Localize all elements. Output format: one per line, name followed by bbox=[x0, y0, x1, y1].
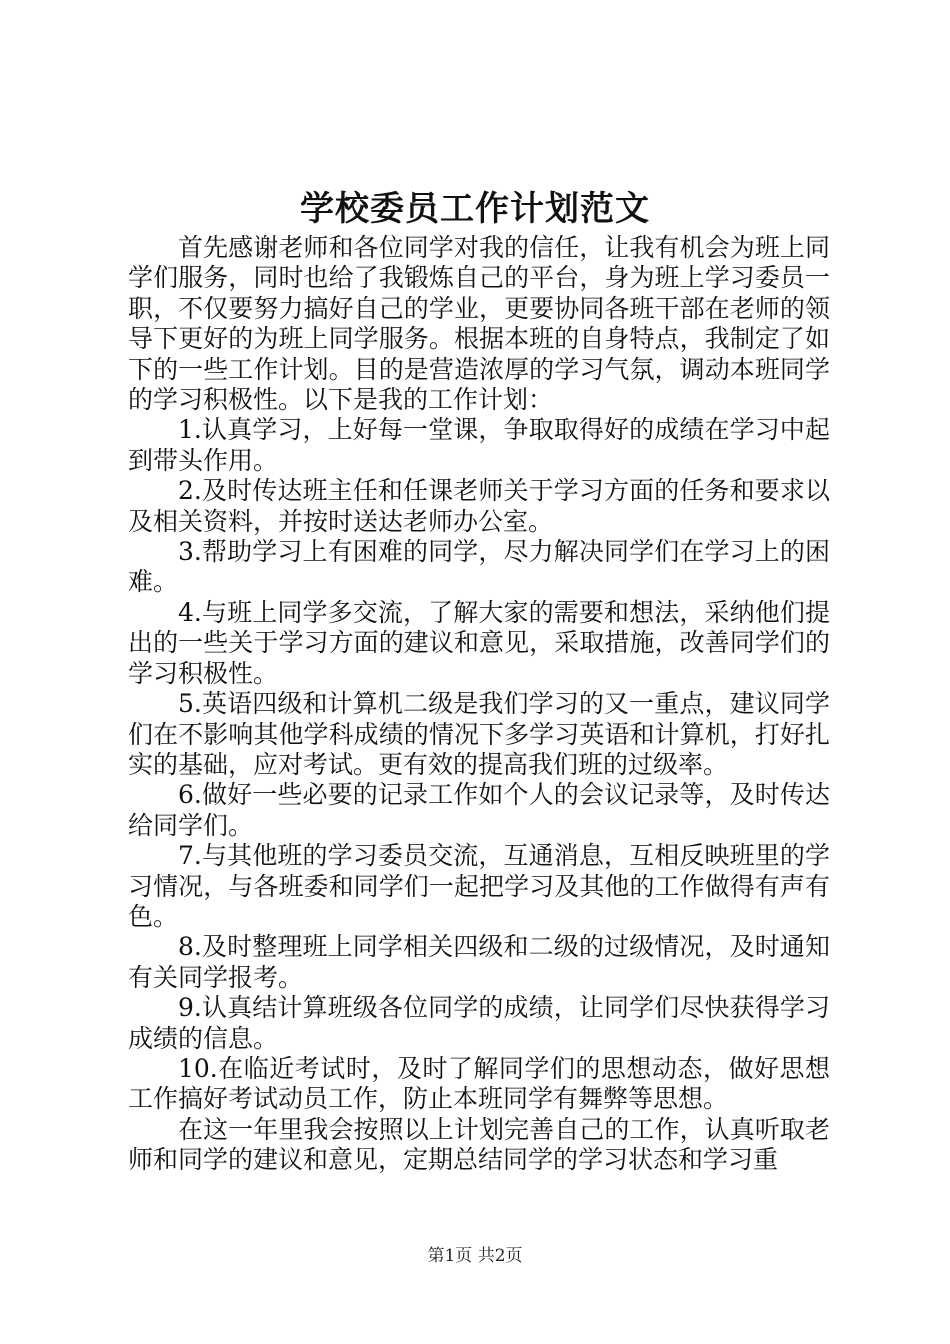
plan-item-10: 10.在临近考试时，及时了解同学们的思想动态，做好思想工作搞好考试动员工作，防止本班同学有舞弊等思想。 bbox=[128, 1053, 830, 1114]
page-number-footer: 第1页 共2页 bbox=[427, 1246, 523, 1266]
plan-item-4: 4.与班上同学多交流，了解大家的需要和想法，采纳他们提出的一些关于学习方面的建议和意见，采取措施，改善同学们的学习积极性。 bbox=[128, 597, 830, 688]
document-body bbox=[128, 233, 830, 1176]
plan-item-2: 2.及时传达班主任和任课老师关于学习方面的任务和要求以及相关资料，并按时送达老师办公室。 bbox=[128, 476, 830, 536]
plan-item-8: 8.及时整理班上同学相关四级和二级的过级情况，及时通知有关同学报考。 bbox=[128, 932, 830, 992]
plan-item-5: 5.英语四级和计算机二级是我们学习的又一重点，建议同学们在不影响其他学科成绩的情况下多学习英语和计算机，打好扎实的基础，应对考试。更有效的提高我们班的过级率。 bbox=[128, 689, 830, 779]
document-title: 学校委员工作计划范文 bbox=[300, 189, 650, 229]
plan-item-6: 6.做好一些必要的记录工作如个人的会议记录等，及时传达给同学们。 bbox=[128, 780, 830, 840]
plan-item-7: 7.与其他班的学习委员交流，互通消息，互相反映班里的学习情况，与各班委和同学们一起把学习及其他的工作做得有声有色。 bbox=[128, 841, 830, 931]
closing-paragraph: 在这一年里我会按照以上计划完善自己的工作，认真听取老师和同学的建议和意见，定期总结同学的学习状态和学习重 bbox=[128, 1114, 830, 1175]
plan-item-9: 9.认真结计算班级各位同学的成绩，让同学们尽快获得学习成绩的信息。 bbox=[128, 993, 830, 1053]
plan-item-3: 3.帮助学习上有困难的同学，尽力解决同学们在学习上的困难。 bbox=[128, 537, 830, 597]
intro-paragraph: 首先感谢老师和各位同学对我的信任，让我有机会为班上同学们服务，同时也给了我锻炼自己的平台，身为班上学习委员一职，不仅要努力搞好自己的学业，更要协同各班干部在老师的领导下更好的为班上同学服务。根据本班的自身特点，我制定了如下的一些工作计划。目的是营造浓厚的学习气氛，调动本班同学的学习积极性。以下是我的工作计划： bbox=[128, 233, 830, 415]
plan-item-1: 1.认真学习，上好每一堂课，争取取得好的成绩在学习中起到带头作用。 bbox=[128, 415, 830, 475]
